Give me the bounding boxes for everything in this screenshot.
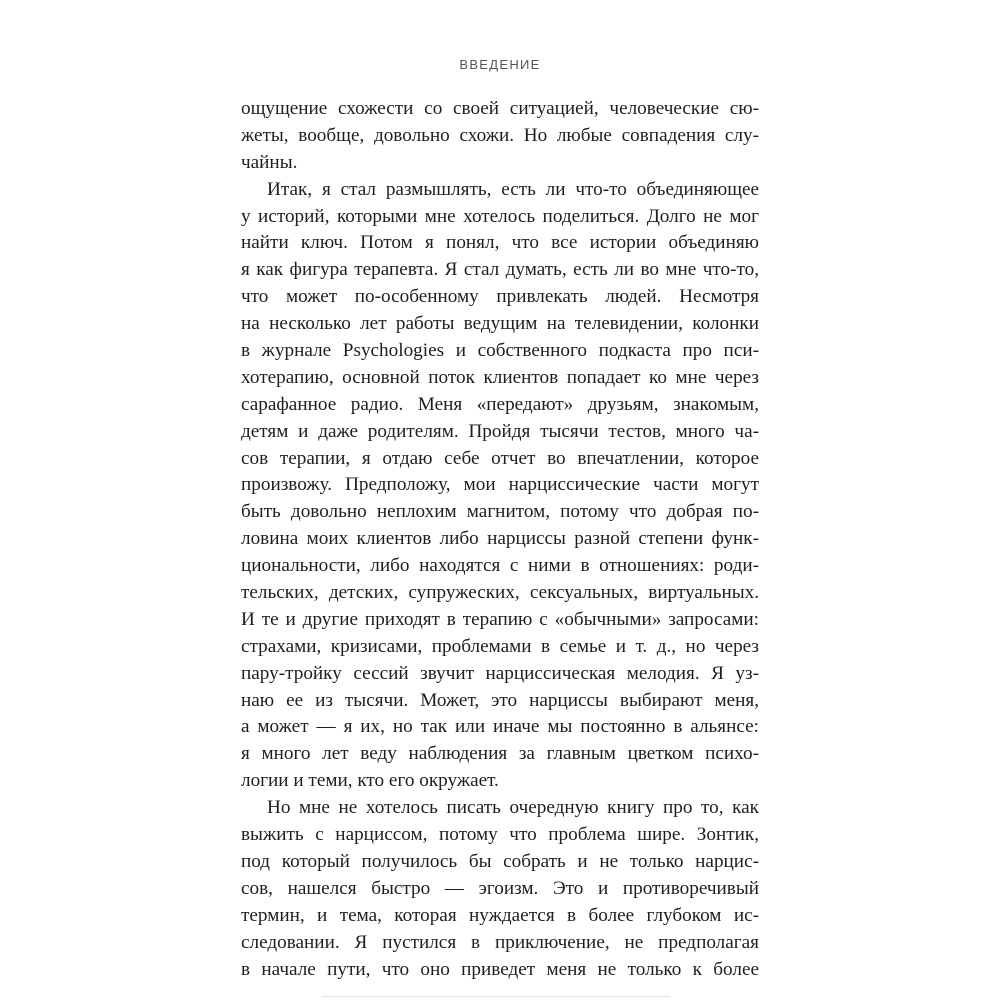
text-line: страхами, кризисами, проблемами в семье и т. д., но через [241, 635, 759, 657]
text-line: циональности, либо находятся с ними в отношениях: роди- [241, 555, 759, 577]
text-line: пару-тройку сессий звучит нарциссическая мелодия. Я уз- [241, 662, 759, 684]
text-line: жеты, вообще, довольно схожи. Но любые совпадения слу- [241, 124, 759, 146]
text-line: я много лет веду наблюдения за главным цветком психо- [241, 743, 759, 765]
text-line: ощущение схожести со своей ситуацией, человеческие сю- [241, 98, 759, 119]
text-line: в начале пути, что оно приведет меня не только к более [241, 958, 759, 980]
text-line: что может по-особенному привлекать людей. Несмотря [241, 286, 759, 308]
text-line: чайны. [241, 151, 298, 173]
text-line: наю ее из тысячи. Может, это нарциссы выбирают меня, [241, 689, 759, 711]
text-line: детям и даже родителям. Пройдя тысячи тестов, много ча- [241, 420, 759, 442]
text-line: тельских, детских, супружеских, сексуальных, виртуальных. [241, 582, 759, 604]
text-line: на несколько лет работы ведущим на телевидении, колонки [241, 313, 759, 335]
text-line: я как фигура терапевта. Я стал думать, есть ли во мне что-то, [241, 259, 759, 281]
text-line: под который получилось бы собрать и не только нарцис- [241, 850, 759, 872]
text-line: следовании. Я пустился в приключение, не предполагая [241, 931, 759, 953]
text-line: Но мне не хотелось писать очередную книгу про то, как [267, 797, 759, 819]
text-line: сов, нашелся быстро — эгоизм. Это и противоречивый [241, 877, 759, 899]
text-line: в журнале Psychologies и собственного подкаста про пси- [241, 340, 759, 362]
body-text [241, 96, 759, 983]
text-line: термин, и тема, которая нуждается в более глубоком ис- [241, 904, 759, 926]
text-line: логии и теми, кто его окружает. [241, 770, 499, 792]
text-line: И те и другие приходят в терапию с «обычными» запросами: [241, 608, 759, 630]
text-line: найти ключ. Потом я понял, что все истории объединяю [241, 232, 759, 254]
text-line: выжить с нарциссом, потому что проблема шире. Зонтик, [241, 824, 759, 846]
text-line: произвожу. Предположу, мои нарциссические части могут [241, 474, 759, 496]
page-edge-divider [322, 996, 670, 997]
text-line: а может — я их, но так или иначе мы постоянно в альянсе: [241, 716, 759, 738]
text-line: быть довольно неплохим магнитом, потому что добрая по- [241, 501, 759, 523]
text-line: ловина моих клиентов либо нарциссы разной степени функ- [241, 528, 759, 550]
text-line: Итак, я стал размышлять, есть ли что-то объединяющее [267, 178, 759, 200]
text-line: сарафанное радио. Меня «передают» друзьям, знакомым, [241, 393, 759, 415]
text-line: у историй, которыми мне хотелось поделиться. Долго не мог [241, 205, 759, 227]
running-head: ВВЕДЕНИЕ [459, 57, 541, 72]
text-line: хотерапию, основной поток клиентов попадает ко мне через [241, 366, 759, 388]
text-line: сов терапии, я отдаю себе отчет во впечатлении, которое [241, 447, 759, 469]
